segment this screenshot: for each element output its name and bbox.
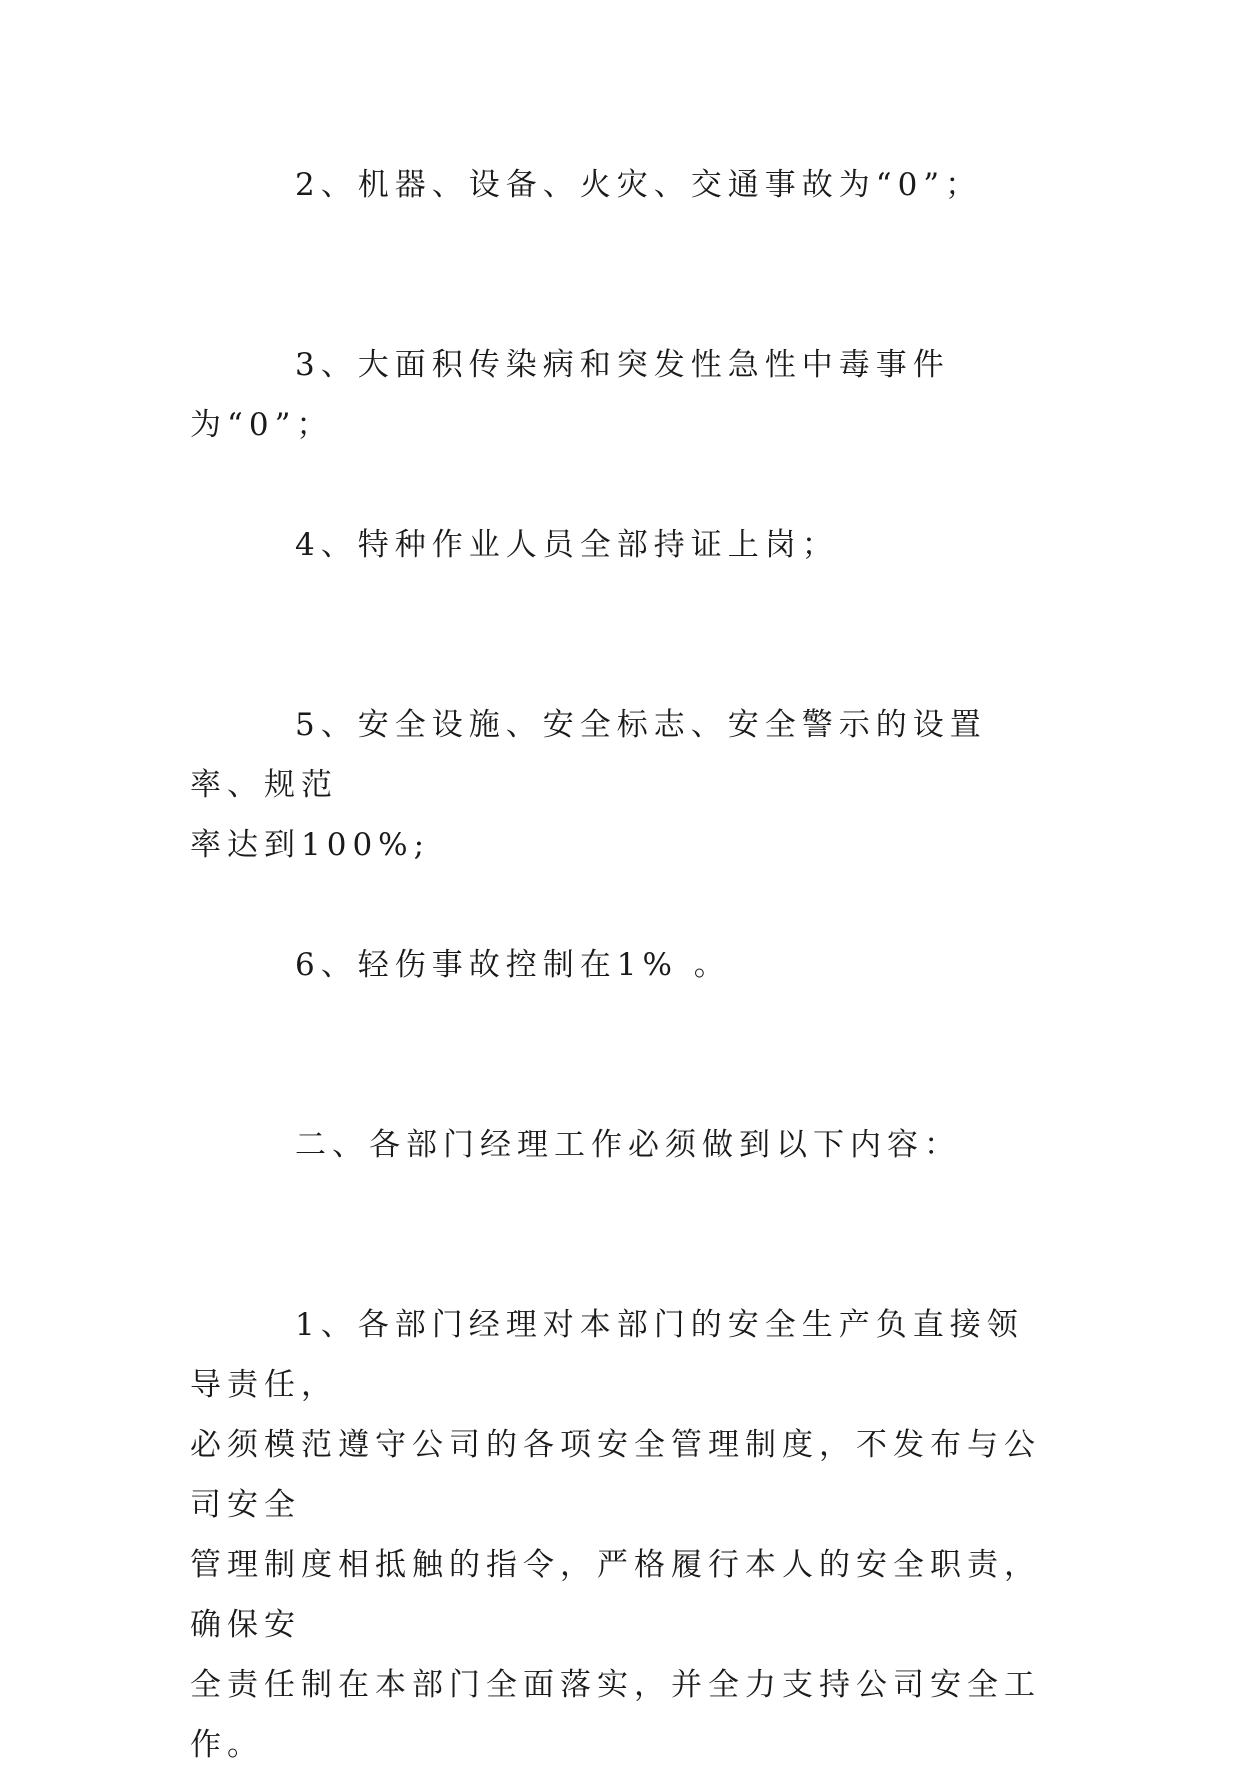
list-item-4-text: 4、特种作业人员全部持证上岗；: [295, 527, 839, 563]
list-item-6: [190, 935, 1052, 995]
section-item-1-line-2: 必须模范遵守公司的各项安全管理制度，不发布与公司安全: [190, 1427, 1041, 1523]
section-item-1: [190, 1295, 1052, 1775]
list-item-6-text: 6、轻伤事故控制在1% 。: [295, 947, 731, 983]
list-item-5-line-1: 5、安全设施、安全标志、安全警示的设置率、规范: [190, 707, 987, 803]
list-item-3-text: 3、大面积传染病和突发性急性中毒事件为“0”；: [190, 347, 950, 443]
list-item-2-text: 2、机器、设备、火灾、交通事故为“0”；: [295, 167, 983, 203]
list-item-3: [190, 335, 1052, 455]
section-item-1-line-4: 全责任制在本部门全面落实，并全力支持公司安全工作。: [190, 1667, 1041, 1763]
list-item-5: [190, 695, 1052, 875]
list-item-2: [190, 155, 1052, 215]
list-item-5-line-2: 率达到100%;: [190, 827, 431, 863]
section-heading-text: 二、各部门经理工作必须做到以下内容：: [295, 1127, 961, 1163]
section-item-1-line-3: 管理制度相抵触的指令，严格履行本人的安全职责，确保安: [190, 1547, 1041, 1643]
list-item-4: [190, 515, 1052, 575]
section-item-1-line-1: 1、各部门经理对本部门的安全生产负直接领导责任，: [190, 1307, 1024, 1403]
section-heading: [190, 1115, 1052, 1175]
